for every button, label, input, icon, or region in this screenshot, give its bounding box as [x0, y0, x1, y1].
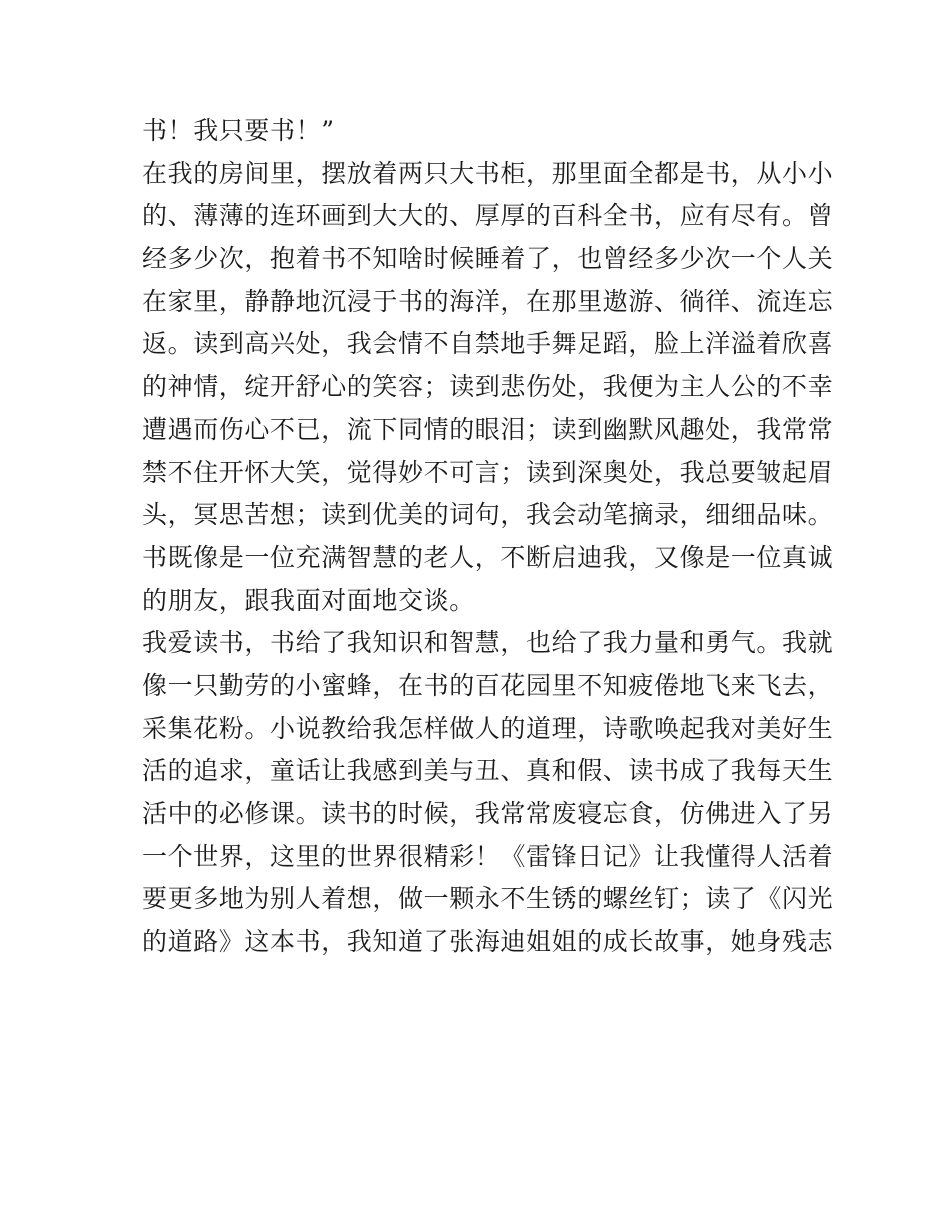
text-line: 我爱读书，书给了我知识和智慧，也给了我力量和勇气。我就: [142, 628, 834, 658]
text-line: 书既像是一位充满智慧的老人，不断启迪我，又像是一位真诚: [142, 542, 834, 572]
text-line: 的神情，绽开舒心的笑容；读到悲伤处，我便为主人公的不幸: [142, 372, 834, 402]
text-line: 要更多地为别人着想，做一颗永不生锈的螺丝钉；读了《闪光: [142, 884, 834, 914]
text-line: 的道路》这本书，我知道了张海迪姐姐的成长故事，她身残志: [142, 927, 834, 957]
text-line: 像一只勤劳的小蜜蜂，在书的百花园里不知疲倦地飞来飞去，: [142, 670, 834, 700]
text-line: 书！我只要书！”: [142, 116, 335, 145]
text-line: 采集花粉。小说教给我怎样做人的道理，诗歌唤起我对美好生: [142, 713, 834, 743]
text-line: 活中的必修课。读书的时候，我常常废寝忘食，仿佛进入了另: [142, 799, 834, 828]
text-line: 的、薄薄的连环画到大大的、厚厚的百科全书，应有尽有。曾: [142, 201, 834, 231]
body-text: [142, 110, 834, 964]
text-line: 活的追求，童话让我感到美与丑、真和假、读书成了我每天生: [142, 756, 834, 786]
text-line: 经多少次，抱着书不知啥时候睡着了，也曾经多少次一个人关: [142, 244, 834, 274]
text-line: 头，冥思苦想；读到优美的词句，我会动笔摘录，细细品味。: [142, 500, 834, 530]
text-line: 的朋友，跟我面对面地交谈。: [142, 585, 475, 615]
text-line: 返。读到高兴处，我会情不自禁地手舞足蹈，脸上洋溢着欣喜: [142, 329, 834, 359]
text-line: 遭遇而伤心不已，流下同情的眼泪；读到幽默风趣处，我常常: [142, 414, 834, 444]
text-line: 在家里，静静地沉浸于书的海洋，在那里遨游、徜徉、流连忘: [142, 286, 834, 316]
text-line: 在我的房间里，摆放着两只大书柜，那里面全都是书，从小小: [142, 158, 834, 188]
text-line: 禁不住开怀大笑，觉得妙不可言；读到深奥处，我总要皱起眉: [142, 457, 834, 487]
text-line: 一个世界，这里的世界很精彩！《雷锋日记》让我懂得人活着: [142, 841, 834, 871]
